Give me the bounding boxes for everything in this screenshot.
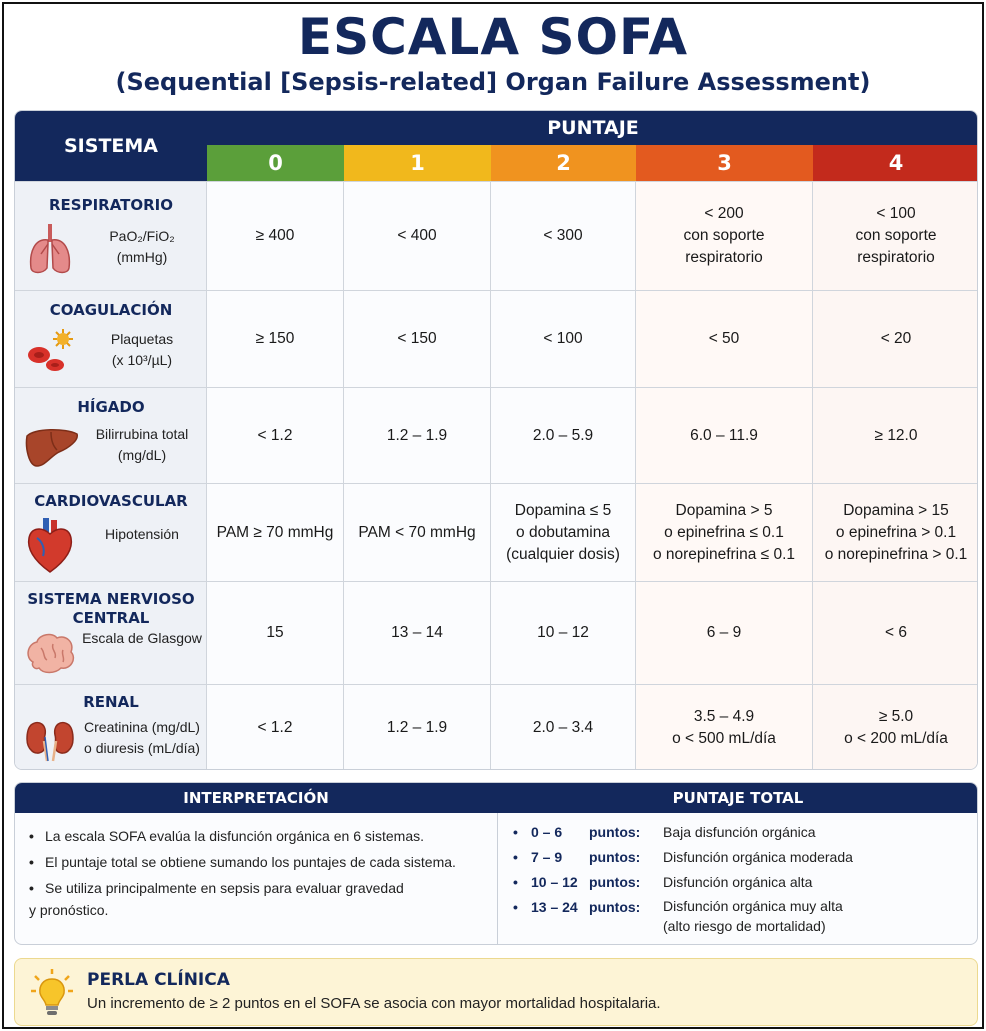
range-value: 13 – 24 (531, 899, 578, 915)
value-cell: 15 (207, 582, 344, 684)
system-name: COAGULACIÓN (49, 301, 173, 319)
value-cell: 2.0 – 5.9 (491, 388, 636, 483)
value-cell: ≥ 5.0 o < 200 mL/día (813, 685, 978, 770)
liver-icon (25, 426, 79, 475)
value-cell: 1.2 – 1.9 (344, 388, 491, 483)
range-description: Disfunción orgánica alta (663, 874, 813, 890)
total-score-header: PUNTAJE TOTAL (497, 783, 978, 813)
value-cell: < 50 (636, 291, 813, 387)
value-cell: < 20 (813, 291, 978, 387)
interpretation-bullet: • Se utiliza principalmente en sepsis para evaluar gravedad y pronóstico. (29, 880, 404, 918)
range-bullet: • (513, 824, 518, 840)
interpretation-bullet: • El puntaje total se obtiene sumando los puntajes de cada sistema. (29, 854, 456, 870)
range-description: Disfunción orgánica muy alta (alto riesgo de mortalidad) (663, 898, 843, 934)
platelets-icon (25, 327, 75, 378)
system-description: Creatinina (mg/dL) o diuresis (mL/día) (84, 719, 200, 756)
system-cell (15, 388, 207, 483)
table-row-renal (15, 684, 978, 770)
range-unit: puntos: (589, 899, 641, 915)
score-1: 1 (344, 145, 491, 181)
range-description: Baja disfunción orgánica (663, 824, 816, 840)
value-cell: Dopamina > 15 o epinefrina > 0.1 o norepinefrina > 0.1 (813, 484, 978, 581)
range-value: 10 – 12 (531, 874, 578, 890)
system-name: SISTEMA NERVIOSO CENTRAL (27, 590, 195, 627)
value-cell: ≥ 150 (207, 291, 344, 387)
table-row-snc (15, 581, 978, 684)
value-cell: < 100 (491, 291, 636, 387)
table-row-higado (15, 387, 978, 483)
score-3: 3 (636, 145, 813, 181)
value-cell: < 200 con soporte respiratorio (636, 182, 813, 290)
value-cell: < 6 (813, 582, 978, 684)
system-name: RENAL (83, 693, 139, 711)
heart-icon (25, 516, 75, 579)
interpretation-panel (14, 782, 978, 945)
value-cell: 3.5 – 4.9 o < 500 mL/día (636, 685, 813, 770)
system-cell (15, 182, 207, 290)
range-bullet: • (513, 874, 518, 890)
clinical-pearl-text: Un incremento de ≥ 2 puntos en el SOFA se asocia con mayor mortalidad hospitalaria. (87, 995, 661, 1012)
system-description: Escala de Glasgow (82, 630, 202, 646)
value-cell: < 1.2 (207, 388, 344, 483)
system-header: SISTEMA (15, 111, 207, 181)
score-2: 2 (491, 145, 636, 181)
range-unit: puntos: (589, 824, 641, 840)
range-unit: puntos: (589, 874, 641, 890)
system-cell (15, 484, 207, 581)
system-description: Bilirrubina total (mg/dL) (95, 426, 189, 463)
value-cell: < 300 (491, 182, 636, 290)
page-title: ESCALA SOFA (297, 8, 689, 66)
system-cell (15, 685, 207, 770)
panel-divider (497, 813, 498, 945)
page-subtitle: (Sequential [Sepsis-related] Organ Failure Assessment) (115, 68, 871, 96)
value-cell: ≥ 12.0 (813, 388, 978, 483)
interpretation-header: INTERPRETACIÓN (15, 783, 497, 813)
interpretation-bullet: • La escala SOFA evalúa la disfunción orgánica en 6 sistemas. (29, 828, 424, 844)
kidneys-icon (25, 717, 75, 768)
value-cell: 10 – 12 (491, 582, 636, 684)
range-description: Disfunción orgánica moderada (663, 849, 853, 865)
value-cell: Dopamina ≤ 5 o dobutamina (cualquier dosis) (491, 484, 636, 581)
sofa-table (14, 110, 978, 770)
value-cell: PAM < 70 mmHg (344, 484, 491, 581)
range-bullet: • (513, 849, 518, 865)
range-value: 0 – 6 (531, 824, 563, 840)
value-cell: < 150 (344, 291, 491, 387)
value-cell: 6.0 – 11.9 (636, 388, 813, 483)
value-cell: 2.0 – 3.4 (491, 685, 636, 770)
value-cell: < 100 con soporte respiratorio (813, 182, 978, 290)
system-description: PaO₂/FiO₂ (mmHg) (109, 228, 175, 265)
clinical-pearl-title: PERLA CLÍNICA (87, 970, 230, 990)
value-cell: Dopamina > 5 o epinefrina ≤ 0.1 o norepinefrina ≤ 0.1 (636, 484, 813, 581)
system-cell (15, 582, 207, 684)
system-description: Hipotensión (105, 526, 179, 542)
system-description: Plaquetas (x 10³/µL) (110, 331, 174, 368)
value-cell: ≥ 400 (207, 182, 344, 290)
brain-icon (25, 632, 77, 681)
table-row-coagulacion (15, 290, 978, 387)
value-cell: 1.2 – 1.9 (344, 685, 491, 770)
value-cell: 6 – 9 (636, 582, 813, 684)
clinical-pearl-box (14, 958, 978, 1026)
range-bullet: • (513, 899, 518, 915)
lightbulb-icon (29, 967, 75, 1024)
table-row-cardiovascular (15, 483, 978, 581)
score-4: 4 (813, 145, 978, 181)
system-name: RESPIRATORIO (48, 196, 174, 214)
value-cell: < 400 (344, 182, 491, 290)
range-value: 7 – 9 (531, 849, 563, 865)
lungs-icon (25, 222, 75, 281)
value-cell: PAM ≥ 70 mmHg (207, 484, 344, 581)
infographic (2, 2, 984, 1029)
system-name: CARDIOVASCULAR (34, 492, 188, 510)
value-cell: 13 – 14 (344, 582, 491, 684)
range-unit: puntos: (589, 849, 641, 865)
value-cell: < 1.2 (207, 685, 344, 770)
score-0: 0 (207, 145, 344, 181)
score-header: PUNTAJE (207, 111, 978, 145)
table-row-respiratorio (15, 181, 978, 290)
system-name: HÍGADO (77, 398, 145, 416)
system-cell (15, 291, 207, 387)
